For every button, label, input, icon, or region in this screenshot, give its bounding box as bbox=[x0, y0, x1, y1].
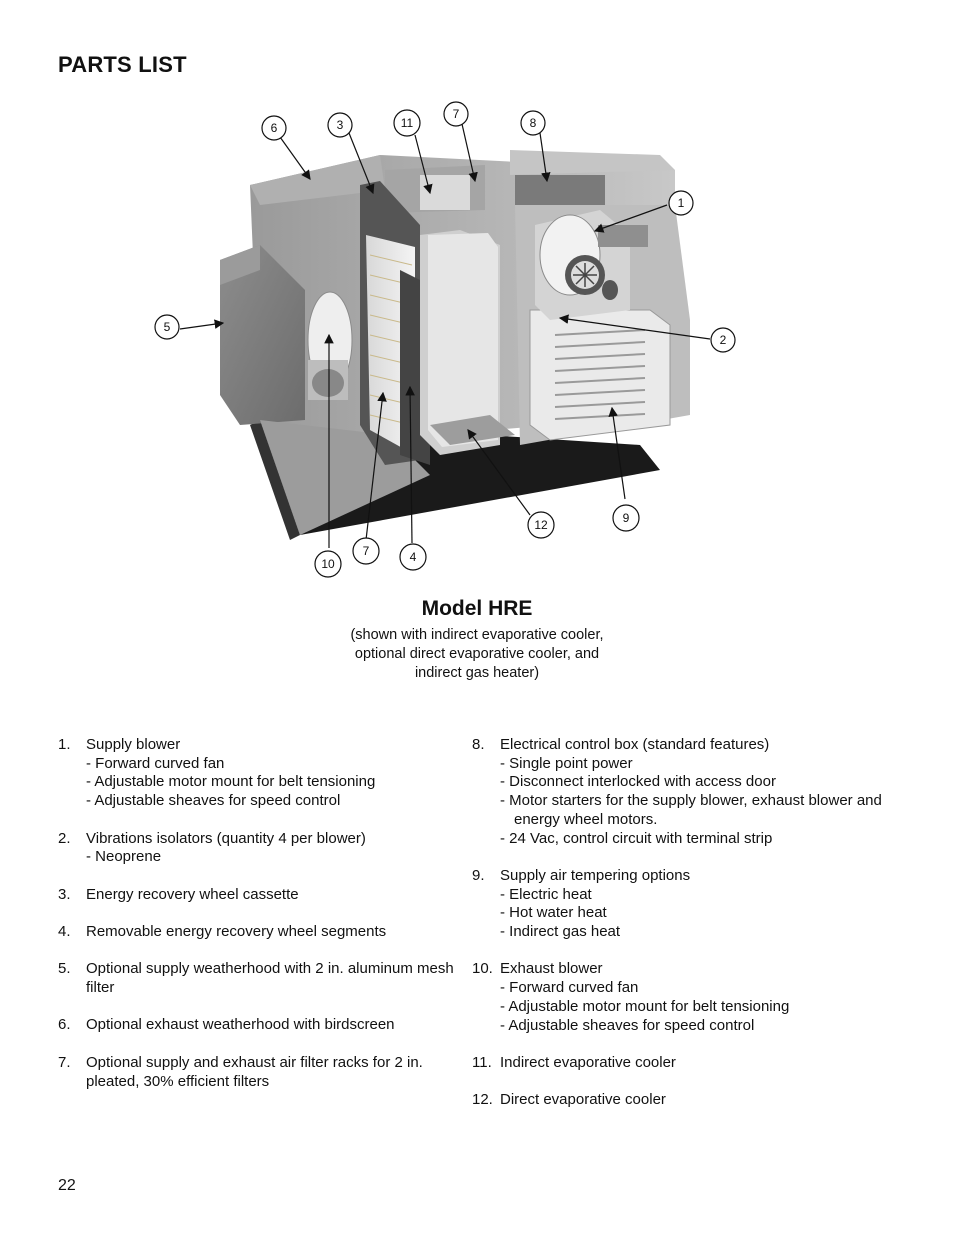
svg-text:6: 6 bbox=[270, 121, 278, 135]
part-item bbox=[58, 830, 458, 867]
part-body bbox=[86, 830, 458, 867]
parts-list-right bbox=[472, 736, 892, 1129]
part-feature: - Forward curved fan bbox=[86, 754, 225, 772]
svg-text:7: 7 bbox=[452, 107, 460, 121]
part-number: 1. bbox=[58, 736, 71, 753]
part-item bbox=[58, 1016, 458, 1035]
caption-line: (shown with indirect evaporative cooler, bbox=[350, 627, 604, 643]
unit-cutaway-drawing bbox=[130, 95, 780, 585]
svg-text:10: 10 bbox=[321, 557, 335, 571]
caption-line: indirect gas heater) bbox=[414, 665, 540, 681]
part-body bbox=[86, 736, 458, 811]
svg-text:3: 3 bbox=[336, 118, 344, 132]
part-body bbox=[500, 736, 892, 848]
svg-text:8: 8 bbox=[529, 116, 537, 130]
parts-list-left bbox=[58, 736, 458, 1110]
part-feature: - Indirect gas heat bbox=[500, 923, 621, 941]
callout-2 bbox=[711, 328, 735, 352]
part-feature: - Adjustable motor mount for belt tensioning bbox=[86, 773, 376, 791]
part-feature: - 24 Vac, control circuit with terminal strip bbox=[500, 829, 773, 847]
part-number: 3. bbox=[58, 885, 71, 903]
part-feature: - Adjustable sheaves for speed control bbox=[86, 792, 341, 810]
part-title: Indirect evaporative cooler bbox=[500, 1053, 676, 1071]
part-feature: - Neoprene bbox=[86, 848, 162, 866]
part-body bbox=[500, 867, 892, 942]
svg-text:12: 12 bbox=[534, 518, 548, 532]
svg-text:9: 9 bbox=[622, 511, 630, 525]
part-body bbox=[86, 923, 458, 942]
part-item bbox=[58, 1054, 458, 1091]
callout-6 bbox=[262, 116, 286, 140]
part-number: 9. bbox=[472, 866, 485, 884]
part-item bbox=[58, 960, 458, 997]
part-number: 7. bbox=[58, 1053, 71, 1071]
part-title: Exhaust blower bbox=[500, 960, 603, 978]
callout-10 bbox=[315, 551, 341, 577]
part-feature: - Adjustable motor mount for belt tensioning bbox=[500, 997, 790, 1015]
part-number: 6. bbox=[58, 1016, 71, 1034]
part-item bbox=[58, 886, 458, 905]
part-item bbox=[472, 1054, 892, 1073]
svg-text:11: 11 bbox=[400, 116, 414, 130]
part-item bbox=[58, 736, 458, 811]
part-item bbox=[472, 960, 892, 1035]
part-feature: - Motor starters for the supply blower, exhaust blower and energy wheel motors. bbox=[500, 792, 882, 828]
callout-7-bottom bbox=[353, 538, 379, 564]
svg-text:5: 5 bbox=[163, 320, 171, 334]
model-title: Model HRE bbox=[421, 597, 533, 620]
part-title: Supply blower bbox=[86, 736, 181, 753]
part-body bbox=[500, 1091, 892, 1110]
callout-1 bbox=[669, 191, 693, 215]
part-feature: - Forward curved fan bbox=[500, 979, 639, 997]
part-title: Optional exhaust weatherhood with birdscreen bbox=[86, 1016, 395, 1034]
part-number: 4. bbox=[58, 922, 71, 940]
part-title: Removable energy recovery wheel segments bbox=[86, 922, 387, 940]
svg-text:4: 4 bbox=[409, 550, 417, 564]
page-number: 22 bbox=[58, 1177, 76, 1194]
part-item bbox=[472, 1091, 892, 1110]
part-body bbox=[86, 886, 458, 905]
svg-text:7: 7 bbox=[362, 544, 370, 558]
part-feature: - Disconnect interlocked with access door bbox=[500, 773, 776, 791]
part-body bbox=[500, 1054, 892, 1073]
part-item bbox=[58, 923, 458, 942]
part-body bbox=[86, 1016, 458, 1035]
callout-4 bbox=[400, 544, 426, 570]
caption-line: optional direct evaporative cooler, and bbox=[354, 646, 600, 662]
part-title: Electrical control box (standard features) bbox=[500, 736, 770, 753]
callout-5 bbox=[155, 315, 179, 339]
part-number: 2. bbox=[58, 829, 71, 847]
part-number: 5. bbox=[58, 960, 71, 978]
part-number: 12. bbox=[472, 1091, 493, 1109]
svg-text:2: 2 bbox=[719, 333, 727, 347]
part-number: 10. bbox=[472, 960, 493, 978]
callout-11 bbox=[394, 110, 420, 136]
part-feature: - Hot water heat bbox=[500, 904, 607, 922]
part-title: Vibrations isolators (quantity 4 per blower) bbox=[86, 829, 366, 847]
callout-3 bbox=[328, 113, 352, 137]
part-title: Optional supply weatherhood with 2 in. aluminum mesh filter bbox=[86, 960, 454, 997]
part-feature: - Electric heat bbox=[500, 885, 592, 903]
callout-8 bbox=[521, 111, 545, 135]
callout-7-top bbox=[444, 102, 468, 126]
part-body bbox=[500, 960, 892, 1035]
part-item bbox=[472, 867, 892, 942]
part-number: 8. bbox=[472, 736, 485, 753]
part-title: Optional supply and exhaust air filter racks for 2 in. pleated, 30% efficient filters bbox=[86, 1053, 423, 1090]
page-heading: PARTS LIST bbox=[58, 52, 187, 77]
model-caption bbox=[0, 626, 954, 683]
part-feature: - Single point power bbox=[500, 754, 633, 772]
svg-text:1: 1 bbox=[677, 196, 685, 210]
callout-12 bbox=[528, 512, 554, 538]
part-body bbox=[86, 1054, 458, 1091]
unit-illustration bbox=[130, 95, 780, 585]
part-item bbox=[472, 736, 892, 848]
callout-9 bbox=[613, 505, 639, 531]
part-title: Direct evaporative cooler bbox=[500, 1091, 666, 1109]
part-title: Supply air tempering options bbox=[500, 866, 691, 884]
part-feature: - Adjustable sheaves for speed control bbox=[500, 1016, 755, 1034]
part-number: 11. bbox=[472, 1053, 492, 1071]
part-body bbox=[86, 960, 458, 997]
part-title: Energy recovery wheel cassette bbox=[86, 885, 299, 903]
